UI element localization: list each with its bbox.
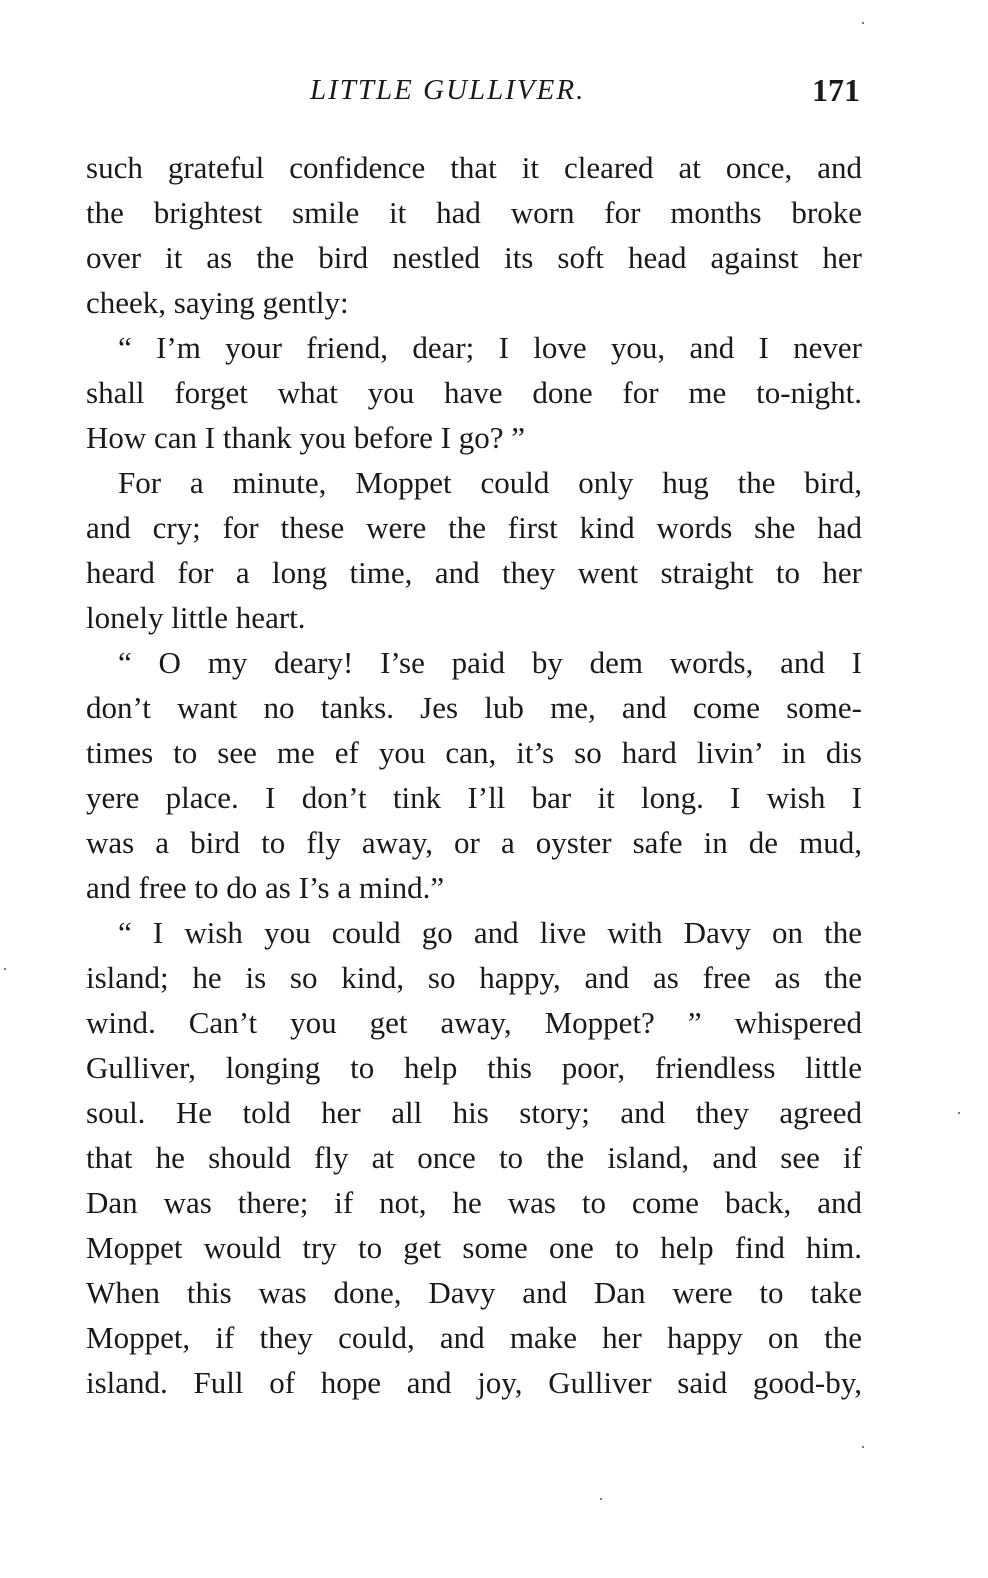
text-line: lonely little heart. bbox=[86, 600, 306, 635]
text-line: “ I’m your friend, dear; I love you, and I never bbox=[118, 330, 862, 365]
page-number: 171 bbox=[812, 72, 860, 108]
scan-speck bbox=[862, 22, 864, 24]
running-title: LITTLE GULLIVER. bbox=[310, 74, 586, 106]
scan-speck bbox=[4, 968, 6, 970]
text-line: the brightest smile it had worn for months broke bbox=[86, 195, 862, 230]
text-line: Gulliver, longing to help this poor, friendless little bbox=[86, 1050, 862, 1085]
text-line: Moppet, if they could, and make her happy on the bbox=[86, 1320, 862, 1355]
text-line: How can I thank you before I go? ” bbox=[86, 420, 525, 455]
text-line: and free to do as I’s a mind.” bbox=[86, 870, 445, 905]
text-line: island. Full of hope and joy, Gulliver said good-by, bbox=[86, 1365, 862, 1400]
text-line: “ I wish you could go and live with Davy on the bbox=[118, 915, 862, 950]
text-line: Moppet would try to get some one to help find him. bbox=[86, 1230, 862, 1265]
running-head bbox=[0, 70, 988, 110]
text-line: that he should fly at once to the island, and see if bbox=[86, 1140, 862, 1175]
text-line: was a bird to fly away, or a oyster safe in de mud, bbox=[86, 825, 862, 860]
text-line: island; he is so kind, so happy, and as free as the bbox=[86, 960, 862, 995]
text-line: wind. Can’t you get away, Moppet? ” whispered bbox=[86, 1005, 862, 1040]
text-line: For a minute, Moppet could only hug the bird, bbox=[118, 465, 862, 500]
text-line: Dan was there; if not, he was to come back, and bbox=[86, 1185, 862, 1220]
text-line: and cry; for these were the first kind words she had bbox=[86, 510, 862, 545]
text-line: shall forget what you have done for me to-night. bbox=[86, 375, 862, 410]
body-text bbox=[86, 145, 862, 1405]
text-line: such grateful confidence that it cleared at once, and bbox=[86, 150, 862, 185]
scan-speck bbox=[862, 1446, 864, 1448]
text-line: “ O my deary! I’se paid by dem words, and I bbox=[118, 645, 862, 680]
scan-speck bbox=[600, 1498, 602, 1500]
text-line: yere place. I don’t tink I’ll bar it long. I wish I bbox=[86, 780, 862, 815]
text-line: When this was done, Davy and Dan were to take bbox=[86, 1275, 862, 1310]
text-line: cheek, saying gently: bbox=[86, 285, 349, 320]
text-line: times to see me ef you can, it’s so hard livin’ in dis bbox=[86, 735, 862, 770]
scan-speck bbox=[958, 1112, 960, 1114]
text-line: over it as the bird nestled its soft head against her bbox=[86, 240, 862, 275]
text-line: heard for a long time, and they went straight to her bbox=[86, 555, 862, 590]
text-line: don’t want no tanks. Jes lub me, and come some- bbox=[86, 690, 862, 725]
text-line: soul. He told her all his story; and they agreed bbox=[86, 1095, 862, 1130]
